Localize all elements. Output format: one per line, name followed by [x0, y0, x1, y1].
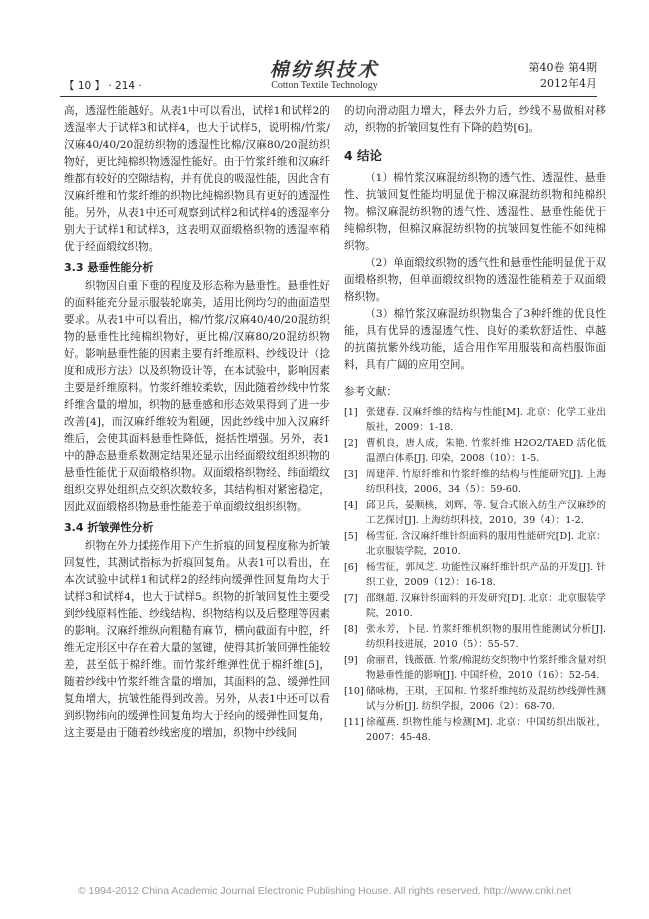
reference-text: 杨雪征，郭凤芝. 功能性汉麻纤维针织产品的开发[J]. 针织工业，2009（12）：16-18.	[366, 562, 606, 588]
reference-number: [6]	[344, 562, 358, 573]
journal-title-cn: 棉纺织技术	[269, 59, 380, 81]
section-4-title: 4 结论	[344, 148, 383, 163]
reference-item	[344, 591, 606, 621]
reference-number: [1]	[344, 407, 358, 418]
reference-number: [10]	[344, 686, 364, 697]
paragraph-drape: 织物因自重下垂的程度及形态称为悬垂性。悬垂性好的面料能充分显示服装轮廓美，适用比例均匀的曲面造型要求。从表1中可以看出，棉/竹浆/汉麻40/40/20混纺织物的悬垂性比纯棉织物好，更比棉/汉麻80/20混纺织物好。影响悬垂性能的因素主要有纤维原料、纱线设计（捻度和成形方法）以及织物设计等，在本试验中，影响因素主要是纤维原料。竹浆纤维较柔软，因此随着纱线中竹浆纤维含量的增加，织物的悬垂感和形态效果得到了进一步改善[4]，而汉麻纤维较为粗硬，因此纱线中加入汉麻纤维后，会使其面料悬垂性降低，挺括性增强。另外，表1中的静态悬垂系数测定结果还显示出经面缎纹组织织物的悬垂性能优于双面缎格织物。双面缎格织物经、纬面缎纹组织交界处组织点交织次数较多，其结构相对紧密稳定，因此双面缎格织物悬垂性能差于单面缎纹组织织物。	[64, 280, 330, 513]
volume-info	[529, 60, 598, 92]
reference-number: [3]	[344, 469, 358, 480]
reference-item	[344, 653, 606, 683]
volume-issue: 第40卷 第4期	[528, 61, 597, 74]
reference-item	[344, 715, 606, 745]
reference-text: 俞丽君，钱薇薇. 竹浆/棉混纺交织物中竹浆纤维含量对织物悬垂性能的影响[J]. 中国纤检，2010（16）：52-54.	[366, 655, 606, 681]
paragraph-permeability: 高，透湿性能越好。从表1中可以看出，试样1和试样2的透湿率大于试样3和试样4，也大于试样5，说明棉/竹浆/汉麻40/40/20混纺织物的透湿性比棉/汉麻80/20混纺织物好，更比纯棉织物透湿性能好。由于竹浆纤维和汉麻纤维都有较好的空隙结构，并有优良的吸湿性能，因此含有汉麻纤维和竹浆纤维的织物比纯棉织物具有更好的透湿性能。另外，从表1中还可观察到试样2和试样4的透湿率分别大于试样1和试样3，这表明双面缎格织物的透湿率稍优于经面缎纹织物。	[64, 105, 330, 253]
header-rule	[60, 96, 597, 97]
paragraph-crease: 织物在外力揉搓作用下产生折痕的回复程度称为折皱回复性，其测试指标为折痕回复角。从表1可以看出，在本次试验中试样1和试样2的经纬向缓弹性回复角均大于试样3和试样4，也大于试样5。织物的折皱回复性主要受到纱线原料性能、纱线结构、织物结构以及后整理等因素的影响。汉麻纤维纵向粗糙有麻节，横向截面有中腔，纤维无定形区中存在着大量的氢键，使得其折皱回弹性能较差，甚至低于棉纤维。而竹浆纤维弹性优于棉纤维[5]，随着纱线中竹浆纤维含量的增加，其面料的急、缓弹性回复角增大，抗皱性能得到改善。另外，从表1中还可以看到织物纬向的缓弹性回复角均大于经向的缓弹性回复角，这主要是由于随着纱线密度的增加，织物中纱线间	[64, 540, 330, 739]
reference-text: 储咏梅，王琪，王国和. 竹浆纤维纯纺及混纺纱线弹性测试与分析[J]. 纺织学报，2006（2）：68-70.	[366, 686, 606, 712]
section-3-3-title: 3.3 悬垂性能分析	[64, 261, 154, 274]
reference-text: 曹机良，唐人成，朱艳. 竹浆纤维 H2O2/TAED 活化低温漂白体系[J]. 印染，2008（10）：1-5.	[366, 438, 606, 464]
reference-number: [11]	[344, 717, 364, 728]
reference-text: 周建萍. 竹原纤维和竹浆纤维的结构与性能研究[J]. 上海纺织科技，2006，34（5）：59-60.	[366, 469, 606, 495]
reference-item	[344, 498, 606, 528]
page-number: 【 10 】 · 214 ·	[64, 80, 142, 92]
conclusion-2: （2）单面缎纹织物的透气性和悬垂性能明显优于双面缎格织物，但单面缎纹织物的透湿性能稍差于双面缎格织物。	[344, 257, 606, 303]
left-column	[64, 103, 330, 742]
issue-date: 2012年4月	[540, 77, 597, 90]
reference-number: [4]	[344, 500, 358, 511]
reference-number: [2]	[344, 438, 358, 449]
reference-item	[344, 436, 606, 466]
reference-text: 徐蕴燕. 织物性能与检测[M]. 北京：中国纺织出版社，2007：45-48.	[366, 717, 606, 743]
section-3-4-title: 3.4 折皱弹性分析	[64, 521, 154, 534]
reference-number: [5]	[344, 531, 358, 542]
reference-item	[344, 405, 606, 435]
reference-item	[344, 560, 606, 590]
page-header	[0, 0, 649, 118]
reference-text: 张永芳，卜昆. 竹浆纤维机织物的服用性能测试分析[J]. 纺织科技进展，2010（5）：55-57.	[366, 624, 606, 650]
reference-text: 邵继超. 汉麻针织面料的开发研究[D]. 北京：北京服装学院，2010.	[366, 593, 606, 619]
references-title: 参考文献：	[344, 386, 397, 398]
journal-title-en: Cotton Textile Technology	[271, 80, 378, 91]
copyright-footer: © 1994-2012 China Academic Journal Electronic Publishing House. All rights reserved. http://www.cnki.net	[77, 885, 572, 897]
reference-item	[344, 684, 606, 714]
paragraph-continuation: 的切向滑动阻力增大，释去外力后，纱线不易做相对移动，织物的折皱回复性有下降的趋势[6]。	[344, 105, 606, 134]
references-list	[344, 405, 606, 745]
right-column	[344, 103, 606, 746]
conclusion-3: （3）棉竹浆汉麻混纺织物集合了3种纤维的优良性能，具有优异的透湿透气性、良好的柔软舒适性、卓越的抗菌抗紫外线功能，适合用作军用服装和高档服饰面料，具有广阔的应用空间。	[344, 308, 606, 371]
reference-item	[344, 529, 606, 559]
reference-text: 杨雪征. 含汉麻纤维针织面料的服用性能研究[D]. 北京：北京服装学院，2010.	[366, 531, 606, 557]
reference-item	[344, 622, 606, 652]
conclusion-1: （1）棉竹浆汉麻混纺织物的透气性、透湿性、悬垂性、抗皱回复性能均明显优于棉汉麻混纺织物和纯棉织物。棉汉麻混纺织物的透气性、透湿性、悬垂性能优于纯棉织物，但棉汉麻混纺织物的抗皱回复性能不如纯棉织物。	[344, 172, 606, 252]
reference-text: 张建春. 汉麻纤维的结构与性能[M]. 北京：化学工业出版社，2009：1-18.	[366, 407, 606, 433]
reference-number: [8]	[344, 624, 358, 635]
reference-number: [9]	[344, 655, 358, 666]
reference-number: [7]	[344, 593, 358, 604]
reference-text: 邱卫兵，晏顺核，刘辉，等. 复合式嵌入纺生产汉麻纱的工艺探讨[J]. 上海纺织科技，2010，39（4）：1-2.	[366, 500, 606, 526]
reference-item	[344, 467, 606, 497]
